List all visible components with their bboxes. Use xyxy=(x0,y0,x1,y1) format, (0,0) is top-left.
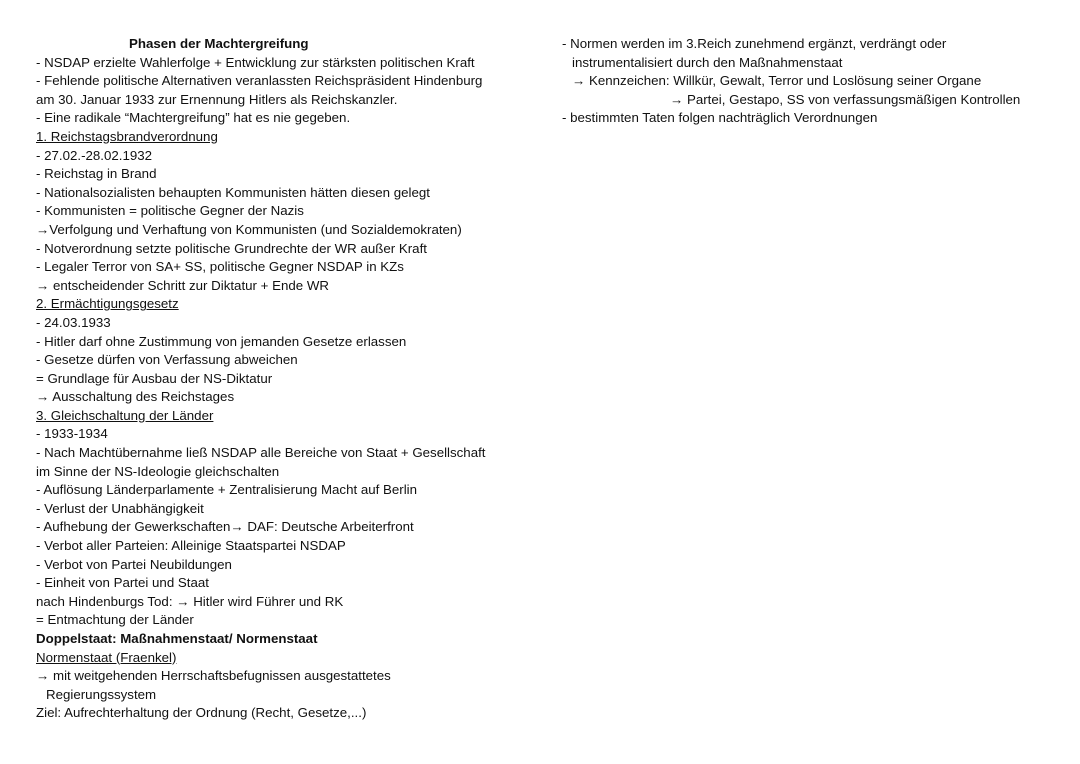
section2-line: - 24.03.1933 xyxy=(36,314,111,330)
doppelstaat-heading: Doppelstaat: Maßnahmenstaat/ Normenstaat xyxy=(36,631,318,646)
section1-line: - 27.02.-28.02.1932 xyxy=(36,147,153,163)
right-line: → Kennzeichen: Willkür, Gewalt, Terror und Loslösung seiner Organe xyxy=(572,73,982,89)
section1-line: - Nationalsozialisten behaupten Kommunisten hätten diesen gelegt xyxy=(36,184,430,200)
section1-line: - Notverordnung setzte politische Grundrechte der WR außer Kraft xyxy=(36,240,427,256)
intro-line: - NSDAP erzielte Wahlerfolge + Entwicklung zur stärksten politischen Kraft xyxy=(36,54,475,70)
section1-line: →Verfolgung und Verhaftung von Kommunisten (und Sozialdemokraten) xyxy=(36,221,462,237)
normenstaat-heading: Normenstaat (Fraenkel) xyxy=(36,649,177,665)
section3-line: - Verbot aller Parteien: Alleinige Staatspartei NSDAP xyxy=(36,538,346,554)
section2-line: = Grundlage für Ausbau der NS-Diktatur xyxy=(36,370,273,386)
section1-line: - Reichstag in Brand xyxy=(36,166,157,182)
right-line: - bestimmten Taten folgen nachträglich Verordnungen xyxy=(562,110,878,126)
intro-line: - Eine radikale “Machtergreifung” hat es nie gegeben. xyxy=(36,110,351,126)
section3-line: - Auflösung Länderparlamente + Zentralisierung Macht auf Berlin xyxy=(36,482,418,498)
intro-line: am 30. Januar 1933 zur Ernennung Hitlers als Reichskanzler. xyxy=(36,91,398,107)
page-title: Phasen der Machtergreifung xyxy=(129,36,309,51)
section3-line: - Einheit von Partei und Staat xyxy=(36,575,209,591)
section3-line: im Sinne der NS-Ideologie gleichschalten xyxy=(36,463,280,479)
section3-line: - Nach Machtübernahme ließ NSDAP alle Bereiche von Staat + Gesellschaft xyxy=(36,445,486,461)
section2-line: - Hitler darf ohne Zustimmung von jemanden Gesetze erlassen xyxy=(36,333,407,349)
section1-line: - Legaler Terror von SA+ SS, politische Gegner NSDAP in KZs xyxy=(36,259,404,275)
normenstaat-line: → mit weitgehenden Herrschaftsbefugnissen ausgestattetes xyxy=(36,668,391,684)
section2-line: → Ausschaltung des Reichstages xyxy=(36,389,235,405)
section3-line: - 1933-1934 xyxy=(36,426,108,442)
section3-line: nach Hindenburgs Tod: → Hitler wird Führer und RK xyxy=(36,593,344,609)
section2-line: - Gesetze dürfen von Verfassung abweichen xyxy=(36,352,298,368)
right-line: → Partei, Gestapo, SS von verfassungsmäßigen Kontrollen xyxy=(670,91,1021,107)
section1-line: → entscheidender Schritt zur Diktatur + Ende WR xyxy=(36,277,330,293)
normenstaat-line: Regierungssystem xyxy=(46,686,157,702)
section-heading-ermaechtigungsgesetz: 2. Ermächtigungsgesetz xyxy=(36,296,179,312)
right-line: - Normen werden im 3.Reich zunehmend ergänzt, verdrängt oder xyxy=(562,36,947,51)
section3-line: = Entmachtung der Länder xyxy=(36,612,194,628)
section3-line: - Aufhebung der Gewerkschaften→ DAF: Deutsche Arbeiterfront xyxy=(36,519,414,535)
right-column xyxy=(562,35,1062,128)
section3-line: - Verbot von Partei Neubildungen xyxy=(36,556,232,572)
section-heading-reichstagsbrandverordnung: 1. Reichstagsbrandverordnung xyxy=(36,128,218,144)
section-heading-gleichschaltung: 3. Gleichschaltung der Länder xyxy=(36,407,214,423)
normenstaat-line: Ziel: Aufrechterhaltung der Ordnung (Recht, Gesetze,...) xyxy=(36,705,367,721)
section3-line: - Verlust der Unabhängigkeit xyxy=(36,500,204,516)
intro-line: - Fehlende politische Alternativen veranlassten Reichspräsident Hindenburg xyxy=(36,73,483,89)
left-column xyxy=(36,35,536,723)
right-line: instrumentalisiert durch den Maßnahmenstaat xyxy=(572,54,843,70)
section1-line: - Kommunisten = politische Gegner der Nazis xyxy=(36,203,304,219)
